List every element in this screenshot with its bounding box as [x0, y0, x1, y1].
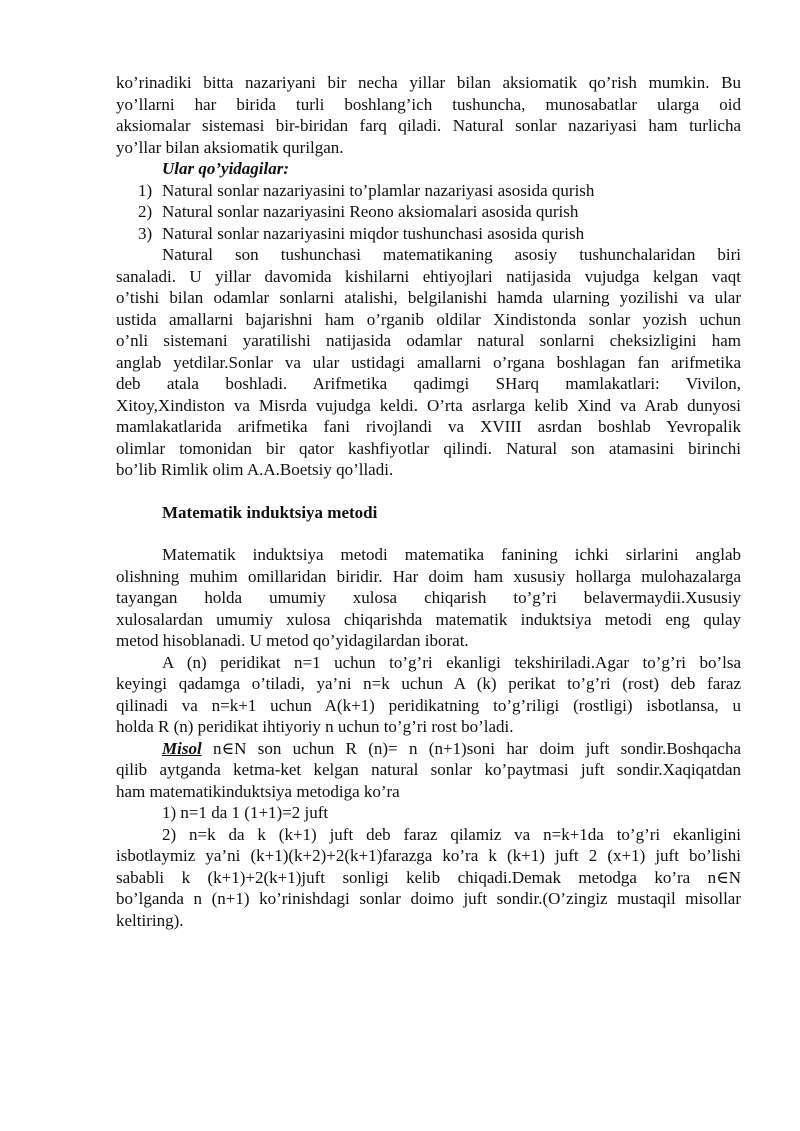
text-line: ko’rinadiki bitta nazariyani bir necha yillar bilan aksiomatik qo’rish mumkin. Bu [116, 73, 741, 92]
numbered-list [116, 180, 741, 245]
text-line: sanaladi. U yillar davomida kishilarni ehtiyojlari natijasida vujudga kelgan vaqt [116, 266, 741, 286]
text-line: yo’llarni har birida turli boshlang’ich tushuncha, munosabatlar ularga oid [116, 94, 741, 114]
text-line: o’nli sistemani yaratilishi natijasida odamlar natural sonlarni cheksizligini ham [116, 331, 741, 350]
list-number: 1) [138, 180, 153, 200]
list-item [116, 201, 741, 223]
example-first-line: n∈N son uchun R (n)= n (n+1)soni har doim juft sondir.Boshqacha [213, 738, 742, 758]
text-line: olishning muhim omillaridan biridir. Har doim ham xususiy hollarga mulohazalarga [116, 566, 741, 586]
text-line: xulosalardan umumiy xulosa chiqarishda matematik induktsiya metodi eng qulay [116, 609, 741, 629]
list-item-text: Natural sonlar nazariyasini Reono aksiomalari asosida qurish [162, 202, 579, 221]
list-item-text: Natural sonlar nazariyasini miqdor tushunchasi asosida qurish [162, 223, 585, 243]
text-line: keltiring). [116, 910, 184, 930]
text-line: Natural son tushunchasi matematikaning asosiy tushunchalaridan biri [162, 245, 741, 264]
example-label: Misol [162, 738, 202, 758]
subheading: Ular qo’yidagilar: [162, 159, 290, 178]
intro-paragraph [116, 72, 741, 158]
text-line: yo’llar bilan aksiomatik qurilgan. [116, 137, 344, 157]
text-line: anglab yetdilar.Sonlar va ular ustidagi amallarni o’rgana boshlagan fan arifmetika [116, 352, 741, 372]
text-line: bo’lganda n (n+1) ko’rinishdagi sonlar doimo juft sondir.(O’zingiz mustaqil misollar [116, 889, 741, 908]
text-line [116, 738, 741, 760]
text-line: A (n) peridikat n=1 uchun to’g’ri ekanligi tekshiriladi.Agar to’g’ri bo’lsa [162, 652, 741, 672]
text-line: deb atala boshladi. Arifmetika qadimgi SHarq mamlakatlari: Vivilon, [116, 374, 741, 393]
text-line: isbotlaymiz ya’ni (k+1)(k+2)+2(k+1)farazga ko’ra k (k+1) juft 2 (x+1) juft bo’lishi [116, 846, 741, 865]
natural-number-paragraph [116, 244, 741, 481]
section-heading: Matematik induktsiya metodi [162, 502, 378, 522]
text-line: Xitoy,Xindiston va Misrda vujudga keldi. O’rta asrlarga kelib Xind va Arab dunyosi [116, 395, 741, 415]
text-line: mamlakatlarida arifmetika fani rivojlandi va XVIII asrdan boshlab Yevropalik [116, 417, 741, 436]
text-line: Matematik induktsiya metodi matematika fanining ichki sirlarini anglab [162, 545, 741, 564]
list-number: 3) [138, 223, 153, 243]
text-line: tayangan holda umumiy xulosa chiqarish to’g’ri belavermaydii.Xususiy [116, 588, 741, 607]
example-paragraph [116, 738, 741, 803]
text-line: holda R (n) peridikat ihtiyoriy n uchun to’g’ri rost bo’ladi. [116, 717, 514, 736]
list-number: 2) [138, 202, 153, 221]
list-item [116, 180, 741, 202]
text-line: ustida amallarni bajarishni ham o’rganib oldilar Xindistonda sonlar yozish uchun [116, 309, 741, 329]
text-line: ham matematikinduktsiya metodiga ko’ra [116, 781, 400, 801]
text-line: metod hisoblanadi. U metod qo’yidagilardan iborat. [116, 631, 469, 650]
text-line: qilib aytganda ketma-ket kelgan natural sonlar ko’paytmasi juft sondir.Xaqiqatdan [116, 760, 741, 779]
text-line: keyingi qadamga o’tiladi, ya’ni n=k uchun A (k) perikat to’g’ri (rost) deb faraz [116, 674, 741, 693]
text-line: olimlar tomonidan bir qator kashfiyotlar qilindi. Natural son atamasini birinchi [116, 438, 741, 458]
text-line: aksiomalar sistemasi bir-biridan farq qiladi. Natural sonlar nazariyasi ham turlicha [116, 116, 741, 135]
induction-method-paragraph [116, 652, 741, 738]
step-two [116, 824, 741, 932]
text-line: o’tishi bilan odamlar sonlarni atalishi, belgilanishi hamda ularning yozilishi va ular [116, 288, 741, 307]
text-line: qilinadi va n=k+1 uchun A(k+1) peridikatning to’g’riligi (rostligi) isbotlansa, u [116, 695, 741, 715]
text-line: 2) n=k da k (k+1) juft deb faraz qilamiz va n=k+1da to’g’ri ekanligini [162, 824, 741, 844]
list-item [116, 223, 741, 245]
text-line: bo’lib Rimlik olim A.A.Boetsiy qo’lladi. [116, 460, 394, 479]
list-item-text: Natural sonlar nazariyasini to’plamlar nazariyasi asosida qurish [162, 180, 595, 200]
document-body [116, 72, 741, 931]
induction-intro-paragraph [116, 544, 741, 652]
text-line: sababli k (k+1)+2(k+1)juft sonligi kelib chiqadi.Demak metodga ko’ra n∈N [116, 867, 741, 887]
step-one: 1) n=1 da 1 (1+1)=2 juft [162, 803, 329, 822]
